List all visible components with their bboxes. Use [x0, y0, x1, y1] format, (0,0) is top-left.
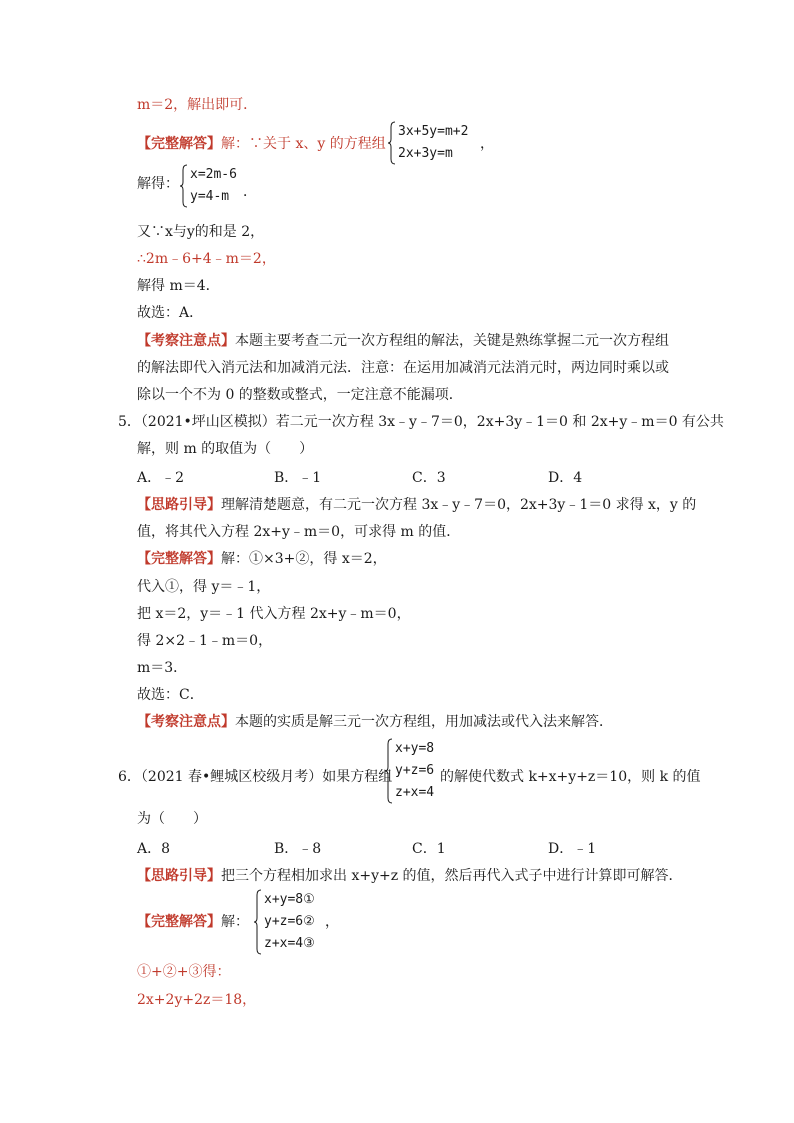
option-b: B．﹣8	[274, 841, 322, 857]
option-b: B．﹣1	[274, 470, 322, 486]
equation-row: x+y=8	[395, 741, 435, 756]
equation-row: x+y=8①	[264, 892, 315, 907]
question-5-stem-cont: 解，则 m 的取值为（ ）	[137, 441, 314, 457]
option-a: A．﹣2	[137, 470, 185, 486]
solution-line: ∴2m﹣6+4﹣m＝2，	[137, 251, 276, 267]
option-c: C．1	[412, 841, 446, 857]
complete-solution-tag: 【完整解答】	[137, 136, 221, 152]
complete-solution-tag: 【完整解答】	[137, 914, 221, 930]
solution-line: ①+②+③得：	[137, 964, 231, 980]
solution-line: 解得 m＝4．	[137, 278, 220, 294]
equation-row: 3x+5y=m+2	[398, 124, 469, 139]
solution-line: 故选：C．	[137, 687, 204, 703]
option-c: C．3	[412, 470, 446, 486]
hint-tag: 【思路引导】	[137, 497, 221, 513]
note-line: 的解法即代入消元法和加减消元法．注意：在运用加减消元法消元时，两边同时乘以或	[137, 360, 669, 376]
hint-line: 【思路引导】理解清楚题意，有二元一次方程 3x﹣y﹣7＝0，2x+3y﹣1＝0 求得 x，y 的	[137, 497, 697, 513]
solution-line: 代入①，得 y＝﹣1，	[137, 579, 271, 595]
equation-row: 2x+3y=m	[398, 146, 453, 161]
comma: ，	[325, 914, 339, 930]
question-5-stem: 5．（2021•坪山区模拟）若二元一次方程 3x﹣y﹣7＝0，2x+3y﹣1＝0 和 2x+y﹣m＝0 有公共	[118, 414, 724, 430]
solution-line: 故选：A．	[137, 305, 204, 321]
solution-line: 又∵x与y的和是 2，	[137, 224, 265, 240]
solution-line: 2x+2y+2z＝18，	[137, 992, 257, 1008]
question-6-stem-post: 的解使代数式 k+x+y+z＝10，则 k 的值	[440, 769, 701, 785]
note-tag: 【考察注意点】	[137, 714, 235, 730]
equation-row: z+x=4③	[264, 936, 315, 951]
question-6-stem: 6．（2021 春•鲤城区校级月考）如果方程组	[118, 769, 393, 785]
comma: ，	[480, 136, 494, 152]
solution-line: 把 x＝2，y＝﹣1 代入方程 2x+y﹣m＝0，	[137, 606, 411, 622]
note-tag: 【考察注意点】	[137, 333, 235, 349]
equation-row: z+x=4	[395, 785, 435, 800]
equation-row: y+z=6	[395, 763, 435, 778]
option-d: D．4	[548, 470, 583, 486]
option-a: A．8	[137, 841, 171, 857]
period: ．	[243, 184, 257, 200]
brace-icon	[385, 738, 393, 804]
note-line: 除以一个不为 0 的整数或整式，一定注意不能漏项．	[137, 387, 463, 403]
solution-line: 【完整解答】解：∵关于 x、y 的方程组	[137, 136, 386, 152]
note-line: 【考察注意点】本题主要考查二元一次方程组的解法，关键是熟练掌握二元一次方程组	[137, 333, 669, 349]
option-d: D．﹣1	[548, 841, 597, 857]
equation-row: x=2m-6	[190, 167, 237, 182]
brace-icon	[254, 889, 262, 955]
equation-row: y+z=6②	[264, 914, 315, 929]
hint-line: 值，将其代入方程 2x+y﹣m＝0，可求得 m 的值．	[137, 524, 461, 540]
hint-tag: 【思路引导】	[137, 868, 221, 884]
hint-line: 【思路引导】把三个方程相加求出 x+y+z 的值，然后再代入式子中进行计算即可解答．	[137, 868, 683, 884]
equation-row: y=4-m	[190, 189, 230, 204]
equation-system-1	[388, 121, 478, 165]
continuation-line: m＝2，解出即可．	[137, 97, 258, 113]
brace-icon	[180, 164, 188, 208]
solution-line: 解得：	[137, 176, 179, 192]
solution-line: 【完整解答】解：①×3+②，得 x＝2，	[137, 551, 387, 567]
solution-line: 得 2×2﹣1﹣m＝0，	[137, 633, 273, 649]
brace-icon	[388, 121, 396, 165]
solution-line: 【完整解答】解：	[137, 914, 249, 930]
complete-solution-tag: 【完整解答】	[137, 551, 221, 567]
solution-line: m＝3．	[137, 660, 188, 676]
equation-system-4	[254, 889, 334, 955]
note-line: 【考察注意点】本题的实质是解三元一次方程组，用加减法或代入法来解答．	[137, 714, 613, 730]
question-6-stem-cont: 为（ ）	[137, 811, 207, 827]
